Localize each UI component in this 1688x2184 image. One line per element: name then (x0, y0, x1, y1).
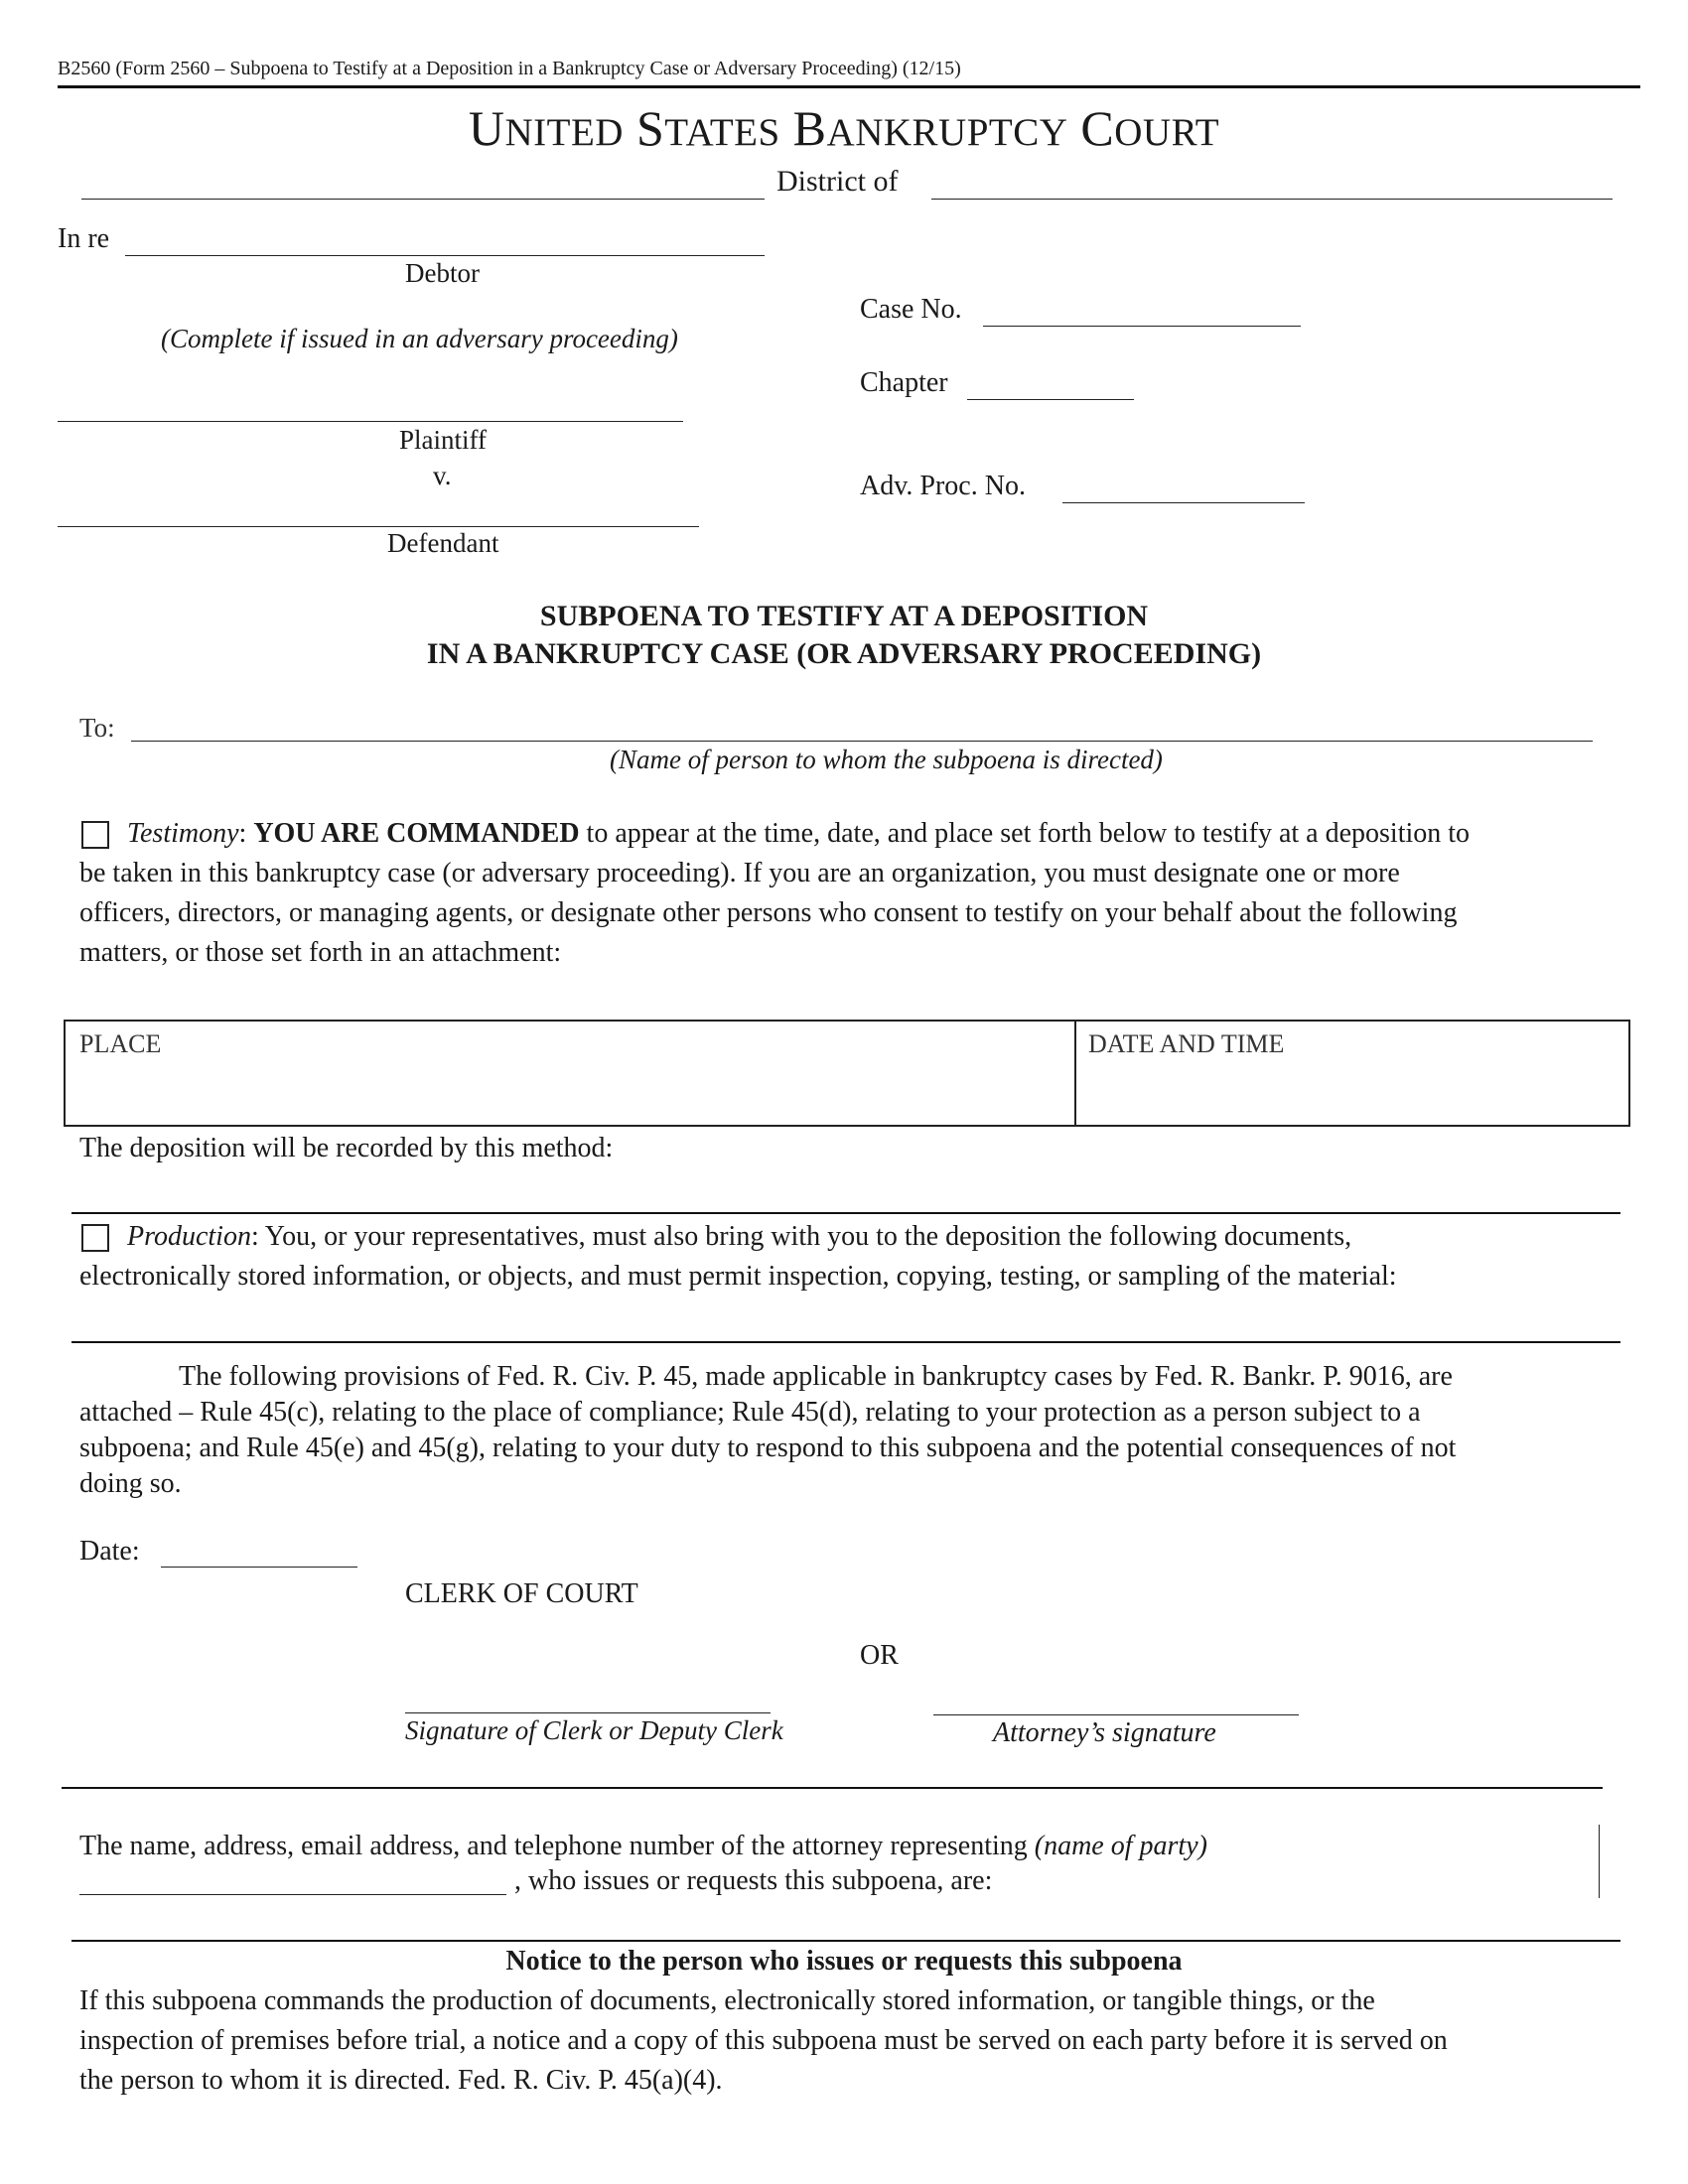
provisions-line-4: doing so. (79, 1468, 182, 1499)
adversary-note: (Complete if issued in an adversary proceeding) (161, 324, 678, 353)
district-name-field[interactable] (931, 199, 1613, 200)
notice-top-rule (71, 1940, 1620, 1942)
testimony-line-1 (127, 814, 1470, 854)
provisions-line-2: attached – Rule 45(c), relating to the place of compliance; Rule 45(d), relating to your protection as a person subject to a (79, 1397, 1421, 1428)
chapter-field[interactable] (967, 399, 1134, 400)
attorney-signature-label: Attorney’s signature (993, 1717, 1216, 1748)
testimony-line-2: be taken in this bankruptcy case (or adversary proceeding). If you are an organization, you must designate one or more (79, 858, 1400, 888)
signature-bottom-rule (62, 1787, 1603, 1789)
party-name-field[interactable] (79, 1894, 506, 1895)
attorney-info-line-1 (79, 1827, 1207, 1866)
commanded-text: YOU ARE COMMANDED (253, 818, 580, 849)
clerk-of-court-label: CLERK OF COURT (405, 1578, 638, 1609)
clerk-signature-label: Signature of Clerk or Deputy Clerk (405, 1715, 783, 1745)
court-title-word-4: COURT (1080, 100, 1220, 156)
date-label: Date: (79, 1536, 140, 1567)
provisions-line-3: subpoena; and Rule 45(e) and 45(g), relating to your duty to respond to this subpoena and the potential consequences of not (79, 1433, 1457, 1463)
attorney-info-line-2: , who issues or requests this subpoena, are: (514, 1865, 993, 1896)
attorney-info-text: The name, address, email address, and telephone number of the attorney representing (79, 1831, 1028, 1861)
attorney-info-side-rule (1599, 1825, 1600, 1898)
plaintiff-name-field[interactable] (58, 421, 683, 422)
attorney-signature-field[interactable] (933, 1714, 1299, 1715)
recorded-method: The deposition will be recorded by this method: (79, 1133, 614, 1163)
testimony-label: Testimony (127, 818, 239, 849)
testimony-line-3: officers, directors, or managing agents, or designate other persons who consent to testify on your behalf about the following (79, 897, 1458, 928)
production-line-1-rest: : You, or your representatives, must also bring with you to the deposition the following documents, (250, 1221, 1352, 1252)
place-date-divider (1074, 1022, 1076, 1125)
chapter-label: Chapter (860, 367, 948, 398)
recipient-name-field[interactable] (131, 741, 1593, 742)
place-date-table (64, 1020, 1630, 1127)
production-label: Production (127, 1221, 251, 1252)
date-field[interactable] (161, 1567, 357, 1568)
defendant-label: Defendant (387, 528, 499, 558)
district-left-field[interactable] (81, 199, 765, 200)
notice-line-1: If this subpoena commands the production of documents, electronically stored information, or tangible things, or the (79, 1985, 1375, 2016)
production-checkbox[interactable] (81, 1224, 109, 1252)
to-label: To: (79, 713, 115, 743)
testimony-line-4: matters, or those set forth in an attachment: (79, 937, 562, 968)
court-title (0, 99, 1688, 157)
clerk-signature-field[interactable] (405, 1712, 771, 1713)
versus-label: v. (433, 461, 452, 490)
notice-heading: Notice to the person who issues or requests this subpoena (505, 1946, 1183, 1977)
adv-proc-no-label: Adv. Proc. No. (860, 471, 1026, 501)
subpoena-title-line-2: IN A BANKRUPTCY CASE (OR ADVERSARY PROCEEDING) (426, 637, 1262, 670)
debtor-name-field[interactable] (125, 255, 765, 256)
case-no-field[interactable] (983, 326, 1301, 327)
debtor-label: Debtor (405, 258, 480, 288)
in-re-label: In re (58, 223, 110, 254)
production-bottom-rule (71, 1341, 1620, 1343)
adv-proc-no-field[interactable] (1062, 502, 1305, 503)
production-top-rule (71, 1212, 1620, 1214)
testimony-colon: : (238, 818, 247, 849)
place-header: PLACE (79, 1029, 162, 1058)
court-title-word-3: BANKRUPTCY (792, 100, 1068, 156)
header-rule (58, 85, 1640, 88)
recipient-name-hint: (Name of person to whom the subpoena is directed) (610, 745, 1163, 774)
defendant-name-field[interactable] (58, 526, 699, 527)
form-id: B2560 (Form 2560 – Subpoena to Testify at a Deposition in a Bankruptcy Case or Adversary Proceeding) (12/15) (58, 58, 961, 79)
production-line-2: electronically stored information, or objects, and must permit inspection, copying, testing, or sampling of the material: (79, 1261, 1397, 1292)
court-title-word-2: STATES (635, 100, 780, 156)
testimony-checkbox[interactable] (81, 821, 109, 849)
production-line-1 (127, 1217, 1351, 1257)
notice-line-3: the person to whom it is directed. Fed. R. Civ. P. 45(a)(4). (79, 2065, 723, 2096)
party-hint: (name of party) (1034, 1831, 1207, 1861)
provisions-line-1: The following provisions of Fed. R. Civ. P. 45, made applicable in bankruptcy cases by Fed. R. Bankr. P. 9016, are (179, 1361, 1453, 1392)
court-title-word-1: UNITED (468, 100, 624, 156)
or-label: OR (860, 1640, 899, 1671)
date-time-header: DATE AND TIME (1088, 1029, 1285, 1058)
subpoena-title-line-1: SUBPOENA TO TESTIFY AT A DEPOSITION (539, 600, 1149, 632)
case-no-label: Case No. (860, 294, 962, 325)
notice-line-2: inspection of premises before trial, a notice and a copy of this subpoena must be served on each party before it is served on (79, 2025, 1448, 2056)
plaintiff-label: Plaintiff (399, 425, 488, 455)
testimony-line-1-rest: to appear at the time, date, and place set forth below to testify at a deposition to (586, 818, 1471, 849)
district-label: District of (776, 165, 899, 198)
